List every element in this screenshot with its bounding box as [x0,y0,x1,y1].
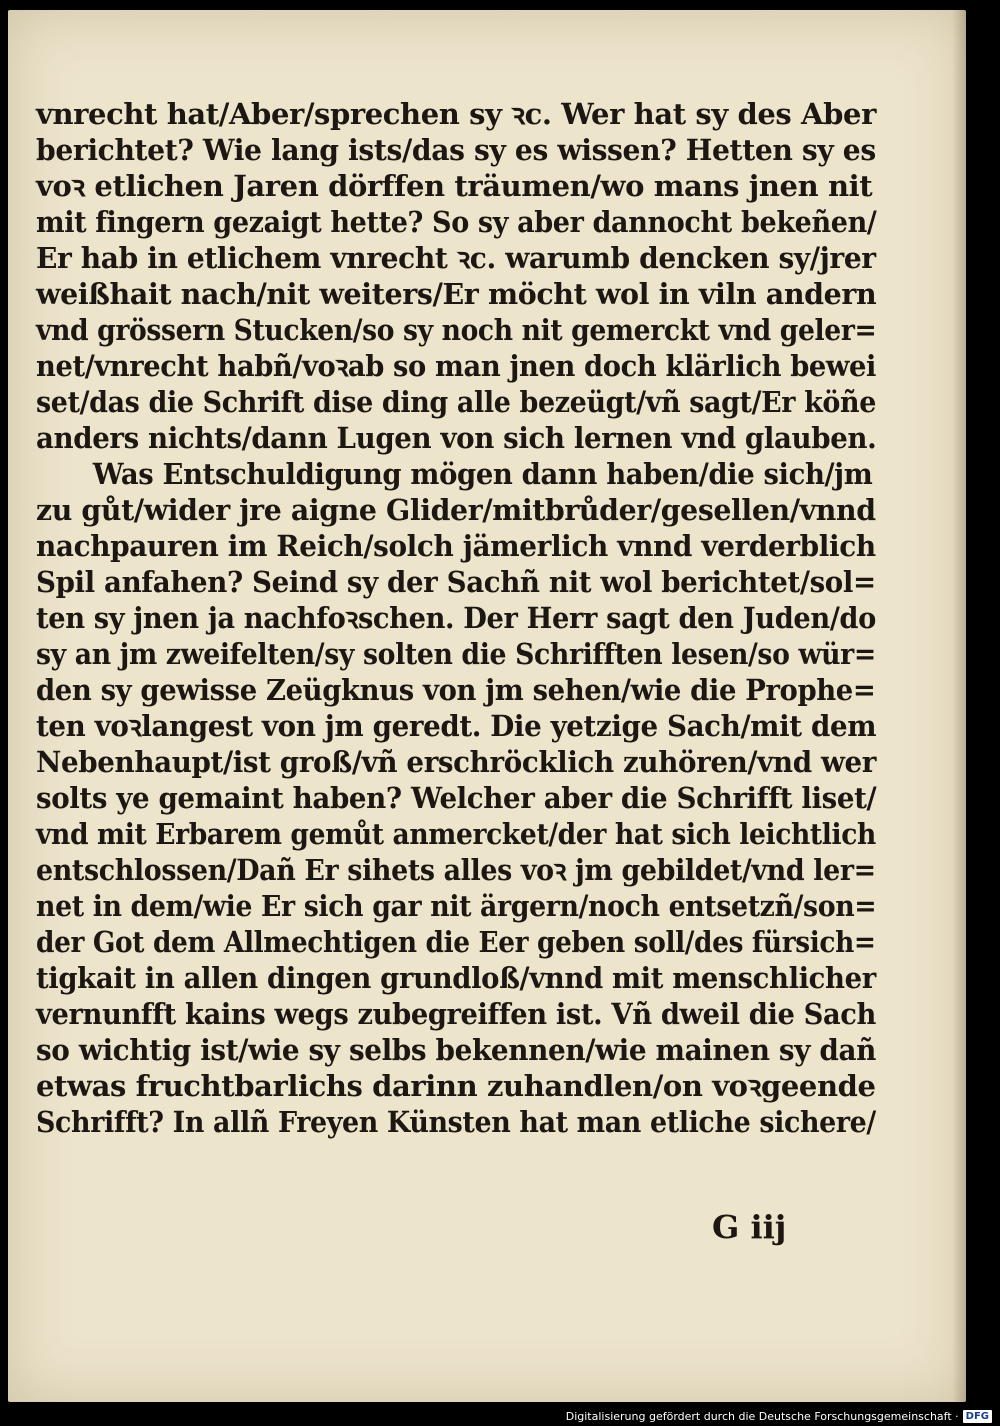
text-line: vnrecht hat/Aber/sprechen sy ꝛc. Wer hat sy des Aber [36,97,876,131]
dfg-logo: DFG [963,1410,992,1423]
text-line: ten sy jnen ja nachfoꝛschen. Der Herr sagt den Juden/do [36,601,876,635]
text-line: ten voꝛlangest von jm geredt. Die yetzige Sach/mit dem [36,709,877,743]
text-line: vnd grössern Stucken/so sy noch nit gemerckt vnd geler= [36,313,877,347]
text-line: vnd mit Erbarem gemůt anmercket/der hat sich leichtlich [36,817,876,851]
text-line: mit fingern gezaigt hette? So sy aber dannocht bekeñen/ [36,205,877,239]
credit-text: Digitalisierung gefördert durch die Deutsche Forschungsgemeinschaft · [565,1410,959,1423]
text-line: solts ye gemaint haben? Welcher aber die Schrifft liset/ [36,781,877,815]
text-line: tigkait in allen dingen grundloß/vnnd mit menschlicher [36,961,876,995]
text-line: zu gůt/wider jre aigne Glider/mitbrůder/gesellen/vnnd [36,493,876,527]
text-line: sy an jm zweifelten/sy solten die Schrifften lesen/so wür= [36,637,876,671]
text-line: der Got dem Allmechtigen die Eer geben soll/des fürsich= [36,925,876,959]
text-line: weißhait nach/nit weiters/Er möcht wol in viln andern [36,277,877,311]
text-line: net/vnrecht habñ/voꝛab so man jnen doch klärlich bewei [36,349,877,383]
text-line: etwas fruchtbarlichs darinn zuhandlen/on voꝛgeende [36,1069,876,1103]
text-line: berichtet? Wie lang ists/das sy es wissen? Hetten sy es [36,133,876,167]
digitization-credit [566,1410,992,1423]
text-line: entschlossen/Dañ Er sihets alles voꝛ jm gebildet/vnd ler= [36,853,876,887]
text-line: Schrifft? In allñ Freyen Künsten hat man etliche sichere/ [36,1105,876,1139]
text-line: Nebenhaupt/ist groß/vñ erschröcklich zuhören/vnd wer [36,745,877,779]
text-line: Er hab in etlichem vnrecht ꝛc. warumb dencken sy/jrer [36,241,876,275]
text-line: voꝛ etlichen Jaren dörffen träumen/wo mans jnen nit [36,169,873,203]
text-line: nachpauren im Reich/solch jämerlich vnnd verderblich [36,529,876,563]
book-page [8,10,966,1402]
page-edge-shadow [952,10,966,1402]
page-text [36,96,876,1140]
signature-mark: G iij [712,1208,787,1246]
text-line: vernunfft kains wegs zubegreiffen ist. Vñ dweil die Sach [36,997,877,1031]
text-line: Spil anfahen? Seind sy der Sachñ nit wol berichtet/sol= [36,565,876,599]
text-line: set/das die Schrift dise ding alle bezeügt/vñ sagt/Er köñe [36,385,876,419]
text-line: anders nichts/dann Lugen von sich lernen vnd glauben. [36,421,877,455]
paragraph-start-line: Was Entschuldigung mögen dann haben/die sich/jm [92,457,873,491]
text-line: net in dem/wie Er sich gar nit ärgern/noch entsetzñ/son= [36,889,877,923]
text-line: den sy gewisse Zeügknus von jm sehen/wie die Prophe= [36,673,876,707]
text-line: so wichtig ist/wie sy selbs bekennen/wie mainen sy dañ [36,1033,877,1067]
